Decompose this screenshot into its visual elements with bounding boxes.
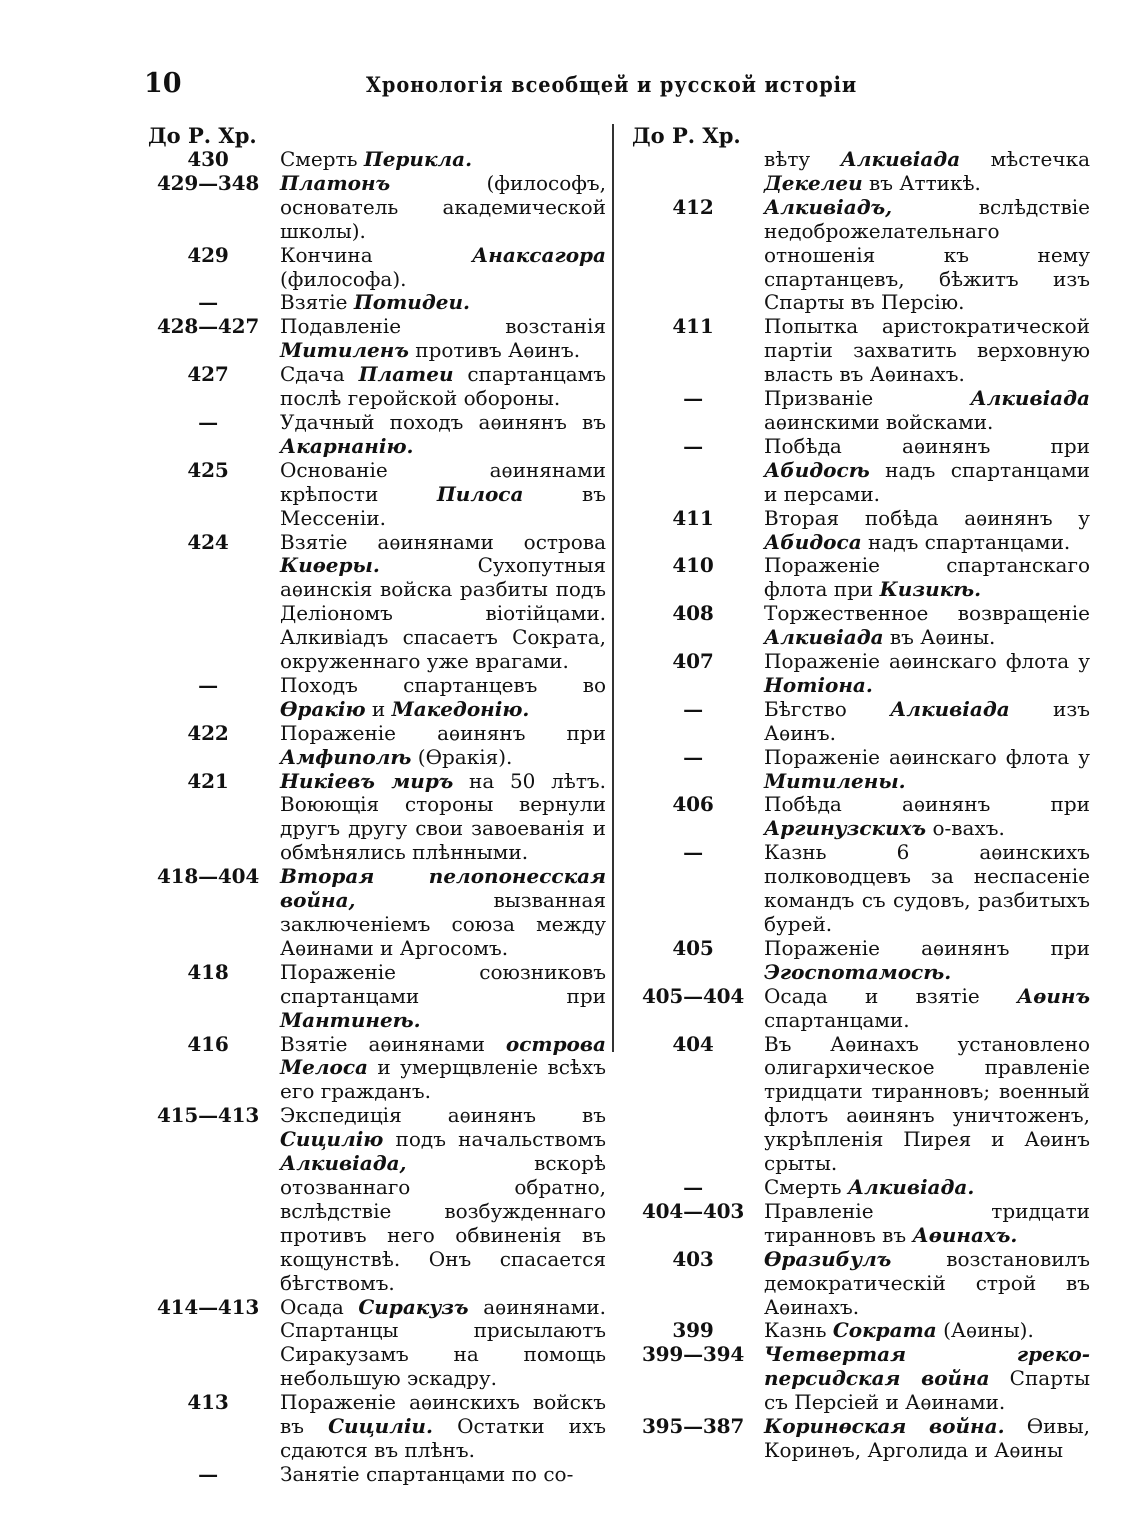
emphasized-name: Платонъ — [280, 170, 391, 195]
emphasized-name: Нотіона. — [764, 672, 873, 697]
entry-text — [764, 650, 1090, 698]
entry-text — [280, 770, 606, 866]
text-run: Удачный походъ аѳинянъ въ — [280, 409, 606, 434]
chronology-entry — [148, 459, 606, 531]
text-run: мѣстечка — [960, 147, 1090, 171]
text-run: о-вахъ. — [926, 816, 1005, 841]
text-run: Взятіе — [280, 290, 354, 315]
chronology-entry — [148, 770, 606, 866]
text-run: Пораженіе союзниковъ спартанцами при — [280, 959, 606, 1008]
entry-date: — — [683, 840, 703, 865]
chronology-entry — [632, 315, 1090, 387]
entry-date: 418 — [187, 959, 229, 984]
emphasized-name: Амфиполѣ — [280, 744, 412, 769]
running-head: Хронологія всеобщей и русской исторіи — [366, 72, 858, 97]
text-run: изъ Аѳинъ. — [764, 696, 1090, 745]
entry-date: 412 — [672, 194, 714, 219]
entry-text — [280, 363, 606, 411]
text-run: Торжественное возвращеніе — [764, 601, 1090, 626]
emphasized-name: Анаксагора — [471, 242, 606, 267]
entry-text — [764, 1415, 1090, 1463]
entry-text — [280, 1104, 606, 1295]
text-run: въ Аѳины. — [883, 625, 996, 650]
emphasized-name: Кизикѣ. — [879, 577, 982, 602]
entry-date: 405 — [672, 935, 714, 960]
page-number: 10 — [144, 68, 182, 99]
entry-date: 413 — [187, 1390, 229, 1415]
emphasized-name: Платеи — [358, 362, 454, 387]
emphasized-name: Мантинеѣ. — [280, 1007, 421, 1032]
text-run: Попытка аристократической партіи захватить верховную власть въ Аѳинахъ. — [764, 314, 1090, 387]
entry-date: 428—427 — [156, 314, 260, 339]
entry-date: 404—403 — [641, 1198, 745, 1223]
entry-text — [280, 865, 606, 961]
entry-date: — — [198, 1461, 218, 1486]
text-run: (философъ, основатель академической школы). — [280, 170, 606, 243]
chronology-entry — [632, 1176, 1090, 1200]
entry-date: — — [198, 409, 218, 434]
text-run: Смерть — [764, 1174, 848, 1199]
text-run: Кончина — [280, 242, 472, 267]
emphasized-name: Алкивіадъ, — [764, 194, 893, 219]
emphasized-name: Вторая пелопонесская война, — [280, 864, 606, 913]
text-run: и умерщвленіе всѣхъ его гражданъ. — [280, 1055, 606, 1104]
emphasized-name: Потидеи. — [353, 290, 470, 315]
entry-text — [280, 1463, 606, 1487]
emphasized-name: Митиленъ — [280, 338, 409, 363]
chronology-entry — [632, 435, 1090, 507]
column-heading: До Р. Хр. — [148, 123, 257, 148]
text-run: вызванная заключеніемъ союза между Аѳинами и Аргосомъ. — [280, 888, 606, 960]
text-run: на 50 лѣтъ. Воюющія стороны вернули другъ другу свои завоеванія и обмѣнялись плѣнными. — [280, 768, 607, 865]
text-run: (философа). — [280, 266, 407, 291]
entry-text — [764, 841, 1090, 937]
chronology-entry — [632, 1319, 1090, 1343]
text-run: Вторая побѣда аѳинянъ у — [764, 505, 1090, 530]
emphasized-name: Перикла. — [363, 147, 473, 171]
entry-text — [280, 1033, 606, 1105]
entry-date: 429—348 — [156, 170, 260, 195]
chronology-entry — [148, 363, 606, 411]
text-run: надъ спартанцами и персами. — [764, 457, 1090, 506]
emphasized-name: Алкивіада — [890, 696, 1010, 721]
text-run: спартанцамъ послѣ геройской обороны. — [280, 362, 606, 411]
text-run: Побѣда аѳинянъ при — [764, 433, 1090, 458]
emphasized-name: Абидосѣ — [764, 457, 870, 482]
text-run: Взятіе аѳинянами острова — [280, 529, 606, 554]
entry-date: — — [683, 744, 703, 769]
entry-text — [764, 1248, 1090, 1320]
emphasized-name: Пилоса — [436, 481, 524, 506]
chronology-entry — [632, 698, 1090, 746]
chronology-entry — [632, 793, 1090, 841]
text-run: Осада — [280, 1294, 359, 1319]
text-run: Остатки ихъ сдаются въ плѣнъ. — [280, 1414, 607, 1462]
text-run: Занятіе спартанцами по со- — [280, 1461, 574, 1486]
entry-text — [280, 674, 606, 722]
emphasized-name: Аргинузскихъ — [764, 816, 927, 841]
text-run: Осада и взятіе — [764, 983, 1017, 1008]
chronology-entry — [148, 1104, 606, 1295]
entry-text — [280, 531, 606, 674]
emphasized-name: Сиракузъ — [358, 1294, 469, 1319]
emphasized-name: Эгоспотамосѣ. — [764, 959, 952, 984]
text-run: Ѳивы, Коринѳъ, Арголида и Аѳины — [764, 1414, 1090, 1462]
text-run: Пораженіе аѳинянъ при — [764, 935, 1090, 960]
emphasized-name: Сицилію — [280, 1127, 384, 1152]
text-run: Пораженіе аѳинянъ при — [280, 720, 606, 745]
entry-date: 424 — [187, 529, 229, 554]
entry-list — [632, 148, 1090, 1463]
text-run: вскорѣ отозваннаго обратно, вслѣдствіе возбужденнаго противъ него обвиненія въ кощунствѣ. Онъ спасается бѣгствомъ. — [280, 1151, 606, 1295]
entry-text — [280, 411, 606, 459]
emphasized-name: Коринѳская война. — [764, 1414, 1005, 1439]
entry-date: 399 — [672, 1318, 714, 1343]
entry-date: 418—404 — [156, 864, 260, 889]
text-run: Подавленіе возстанія — [280, 314, 606, 339]
chronology-entry — [632, 554, 1090, 602]
emphasized-name: Митилены. — [764, 768, 906, 793]
entry-text — [764, 602, 1090, 650]
entry-date: 408 — [672, 601, 714, 626]
text-run: надъ спартанцами. — [861, 529, 1071, 554]
text-run: и — [365, 696, 392, 721]
right-column — [632, 124, 1090, 1463]
entry-text — [764, 315, 1090, 387]
entry-text — [280, 722, 606, 770]
chronology-entry — [632, 746, 1090, 794]
chronology-entry — [632, 1343, 1090, 1415]
chronology-entry — [632, 841, 1090, 937]
emphasized-name: Алкивіада, — [280, 1151, 407, 1176]
chronology-entry — [632, 148, 1090, 196]
entry-date: 406 — [672, 792, 714, 817]
entry-date: 416 — [187, 1031, 229, 1056]
entry-text — [764, 793, 1090, 841]
entry-date: 403 — [672, 1246, 714, 1271]
chronology-entry — [632, 937, 1090, 985]
entry-text — [764, 746, 1090, 794]
entry-date: 421 — [187, 768, 229, 793]
entry-date: — — [683, 696, 703, 721]
text-run: Смерть — [280, 147, 364, 171]
entry-date: 399—394 — [641, 1342, 745, 1367]
chronology-entry — [632, 1200, 1090, 1248]
chronology-entry — [148, 315, 606, 363]
entry-text — [764, 387, 1090, 435]
chronology-entry — [148, 1033, 606, 1105]
text-run: Правленіе тридцати тиранновъ въ — [764, 1198, 1090, 1247]
chronology-entry — [632, 985, 1090, 1033]
entry-text — [280, 148, 606, 172]
text-run: Казнь — [764, 1318, 833, 1343]
text-run: Походъ спартанцевъ во — [280, 672, 606, 697]
emphasized-name: Македонію. — [391, 696, 530, 721]
chronology-entry — [632, 602, 1090, 650]
emphasized-name: Абидоса — [764, 529, 862, 554]
text-run: возстановилъ демократическій строй въ Аѳинахъ. — [764, 1246, 1090, 1319]
entry-text — [280, 244, 606, 292]
entry-text — [280, 1391, 606, 1463]
text-run: въ Аттикѣ. — [862, 170, 981, 195]
emphasized-name: Алкивіада — [970, 386, 1090, 411]
entry-text — [764, 1033, 1090, 1176]
emphasized-name: Аѳинахъ. — [912, 1222, 1018, 1247]
text-run: Пораженіе аѳинскихъ войскъ въ — [280, 1390, 606, 1439]
emphasized-name: Сициліи. — [328, 1414, 433, 1439]
emphasized-name: Четвертая греко-персидская война — [764, 1342, 1090, 1391]
entry-text — [764, 1176, 1090, 1200]
left-column — [148, 124, 606, 1487]
entry-date: 425 — [187, 457, 229, 482]
entry-text — [764, 1200, 1090, 1248]
text-run: Сдача — [280, 362, 359, 387]
text-run: Основаніе аѳинянами крѣпости — [280, 457, 606, 506]
chronology-entry — [148, 172, 606, 244]
entry-date: 395—387 — [641, 1414, 745, 1439]
text-run: вслѣдствіе недоброжелательнаго отношенія къ нему спартанцевъ, бѣжитъ изъ Спарты въ Персію. — [764, 194, 1090, 315]
chronology-entry — [148, 1296, 606, 1392]
entry-text — [764, 196, 1090, 316]
text-run: подъ начальствомъ — [383, 1127, 606, 1152]
emphasized-name: Ѳракію — [280, 696, 366, 721]
text-run: аѳинскими войсками. — [764, 409, 994, 434]
chronology-entry — [148, 244, 606, 292]
text-run: Взятіе аѳинянами — [280, 1031, 506, 1056]
chronology-entry — [148, 674, 606, 722]
entry-date: — — [683, 1174, 703, 1199]
entry-text — [764, 985, 1090, 1033]
text-run: Спарты съ Персіей и Аѳинами. — [764, 1366, 1090, 1415]
entry-text — [280, 172, 606, 244]
chronology-entry — [148, 1391, 606, 1463]
chronology-entry — [148, 865, 606, 961]
entry-text — [764, 148, 1090, 196]
text-run: Призваніе — [764, 386, 971, 411]
entry-text — [764, 435, 1090, 507]
emphasized-name: Аѳинъ — [1017, 983, 1090, 1008]
chronology-entry — [148, 291, 606, 315]
chronology-entry — [148, 411, 606, 459]
text-run: Экспедиція аѳинянъ въ — [280, 1103, 606, 1128]
text-run: въ Мессеніи. — [280, 481, 606, 530]
entry-text — [280, 291, 606, 315]
text-run: Бѣгство — [764, 696, 891, 721]
column-heading: До Р. Хр. — [632, 123, 741, 148]
text-run: (Ѳракія). — [411, 744, 513, 769]
text-run: спартанцами. — [764, 1007, 910, 1032]
column-divider — [612, 124, 614, 1052]
chronology-entry — [148, 1463, 606, 1487]
entry-text — [280, 459, 606, 531]
entry-text — [280, 315, 606, 363]
text-run: Въ Аѳинахъ установлено олигархическое правленіе тридцати тиранновъ; военный флотъ аѳинянъ уничтоженъ, укрѣпленія Пирея и Аѳинъ срыты. — [764, 1031, 1090, 1176]
emphasized-name: Акарнанію. — [280, 433, 414, 458]
chronology-entry — [632, 1033, 1090, 1176]
entry-text — [764, 698, 1090, 746]
entry-date: — — [198, 290, 218, 315]
chronology-entry — [148, 722, 606, 770]
text-run: (Аѳины). — [936, 1318, 1034, 1343]
entry-date: 411 — [672, 314, 714, 339]
text-run: противъ Аѳинъ. — [408, 338, 581, 363]
text-run: Сухопутныя аѳинскія войска разбиты подъ Деліономъ віотійцами. Алкивіадъ спасаетъ Сократа, окруженнаго уже врагами. — [280, 553, 606, 674]
entry-text — [764, 1343, 1090, 1415]
entry-text — [764, 554, 1090, 602]
entry-date: 427 — [187, 362, 229, 387]
chronology-entry — [148, 148, 606, 172]
entry-date: — — [683, 433, 703, 458]
entry-date: — — [198, 672, 218, 697]
entry-text — [764, 507, 1090, 555]
chronology-entry — [632, 650, 1090, 698]
text-run: Пораженіе аѳинскаго флота у — [764, 649, 1090, 674]
chronology-entry — [632, 196, 1090, 316]
text-run: аѳинянами. Спартанцы присылаютъ Сиракузамъ на помощь небольшую эскадру. — [280, 1294, 606, 1391]
entry-date: 405—404 — [641, 983, 745, 1008]
text-run: Пораженіе аѳинскаго флота у — [764, 744, 1090, 769]
chronology-entry — [148, 531, 606, 674]
emphasized-name: Сократа — [832, 1318, 937, 1343]
entry-text — [764, 937, 1090, 985]
emphasized-name: Декелеи — [764, 170, 863, 195]
emphasized-name: острова Мелоса — [280, 1031, 606, 1080]
emphasized-name: Киѳеры. — [280, 553, 380, 578]
entry-date: 414—413 — [156, 1294, 260, 1319]
text-run: Пораженіе спартанскаго флота при — [764, 553, 1090, 602]
text-run: Казнь 6 аѳинскихъ полководцевъ за неспасеніе командъ съ судовъ, разбитыхъ бурей. — [764, 840, 1090, 936]
entry-text — [280, 1296, 606, 1392]
entry-text — [764, 1319, 1090, 1343]
entry-date: 415—413 — [156, 1103, 260, 1128]
entry-list — [148, 148, 606, 1487]
text-run: Побѣда аѳинянъ при — [764, 792, 1090, 817]
entry-date: 422 — [187, 720, 229, 745]
chronology-entry — [632, 1248, 1090, 1320]
entry-date: 429 — [187, 242, 229, 267]
emphasized-name: Никіевъ миръ — [280, 768, 454, 793]
chronology-entry — [632, 387, 1090, 435]
chronology-entry — [148, 961, 606, 1033]
entry-text — [280, 961, 606, 1033]
entry-date: 411 — [672, 505, 714, 530]
entry-date: 410 — [672, 553, 714, 578]
entry-date: 404 — [672, 1031, 714, 1056]
emphasized-name: Алкивіада — [764, 625, 884, 650]
emphasized-name: Алкивіада. — [847, 1174, 975, 1199]
entry-date: — — [683, 386, 703, 411]
text-run: вѣту — [764, 147, 841, 171]
entry-date: 430 — [187, 147, 229, 171]
chronology-entry — [632, 507, 1090, 555]
chronology-entry — [632, 1415, 1090, 1463]
entry-date: 407 — [672, 649, 714, 674]
emphasized-name: Алкивіада — [840, 147, 961, 171]
emphasized-name: Ѳразибулъ — [764, 1246, 892, 1271]
